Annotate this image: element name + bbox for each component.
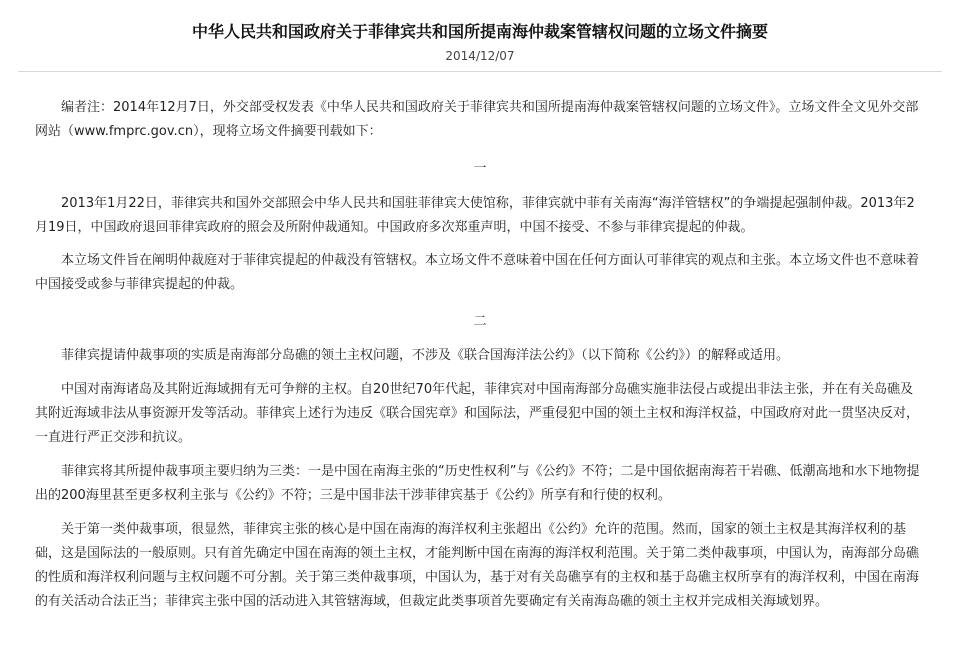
article-body — [35, 96, 925, 614]
paragraph: 中国对南海诸岛及其附近海域拥有无可争辩的主权。自20世纪70年代起，菲律宾对中国南海部分岛礁实施非法侵占或提出非法主张，并在有关岛礁及其附近海域非法从事资源开发等活动。菲律宾上述行为违反《联合国宪章》和国际法，严重侵犯中国的领土主权和海洋权益，中国政府对此一贯坚决反对，一直进行严正交涉和抗议。 — [35, 382, 920, 445]
section-heading-2: 二 — [473, 314, 487, 329]
paragraph: 本立场文件旨在阐明仲裁庭对于菲律宾提起的仲裁没有管辖权。本立场文件不意味着中国在任何方面认可菲律宾的观点和主张。本立场文件也不意味着中国接受或参与菲律宾提起的仲裁。 — [35, 253, 920, 292]
section-heading-1: 一 — [473, 161, 487, 176]
paragraph: 2013年1月22日，菲律宾共和国外交部照会中华人民共和国驻菲律宾大使馆称，菲律宾就中菲有关南海“海洋管辖权”的争端提起强制仲裁。2013年2月19日，中国政府退回菲律宾政府的照会及所附仲裁通知。中国政府多次郑重声明，中国不接受、不参与菲律宾提起的仲裁。 — [35, 196, 915, 235]
article-date: 2014/12/07 — [445, 49, 515, 63]
paragraph: 菲律宾将其所提仲裁事项主要归纳为三类：一是中国在南海主张的“历史性权利”与《公约》不符；二是中国依据南海若干岩礁、低潮高地和水下地物提出的200海里甚至更多权利主张与《公约》不符；三是中国非法干涉菲律宾基于《公约》所享有和行使的权利。 — [35, 464, 920, 503]
paragraph: 关于第一类仲裁事项，很显然，菲律宾主张的核心是中国在南海的海洋权利主张超出《公约》允许的范围。然而，国家的领土主权是其海洋权利的基础，这是国际法的一般原则。只有首先确定中国在南海的领土主权，才能判断中国在南海的海洋权利范围。关于第二类仲裁事项，中国认为，南海部分岛礁的性质和海洋权利问题与主权问题不可分割。关于第三类仲裁事项，中国认为，基于对有关岛礁享有的主权和基于岛礁主权所享有的海洋权利，中国在南海的有关活动合法正当；菲律宾主张中国的活动进入其管辖海域，但裁定此类事项首先要确定有关南海岛礁的领土主权并完成相关海域划界。 — [35, 522, 920, 609]
paragraph: 菲律宾提请仲裁事项的实质是南海部分岛礁的领土主权问题，不涉及《联合国海洋法公约》（以下简称《公约》）的解释或适用。 — [61, 348, 790, 363]
header-divider — [18, 71, 942, 72]
editor-note-paragraph: 编者注：2014年12月7日，外交部受权发表《中华人民共和国政府关于菲律宾共和国所提南海仲裁案管辖权问题的立场文件》。立场文件全文见外交部网站（www.fmprc.gov.cn），现将立场文件摘要刊载如下： — [35, 100, 919, 139]
article-title: 中华人民共和国政府关于菲律宾共和国所提南海仲裁案管辖权问题的立场文件摘要 — [191, 22, 768, 41]
